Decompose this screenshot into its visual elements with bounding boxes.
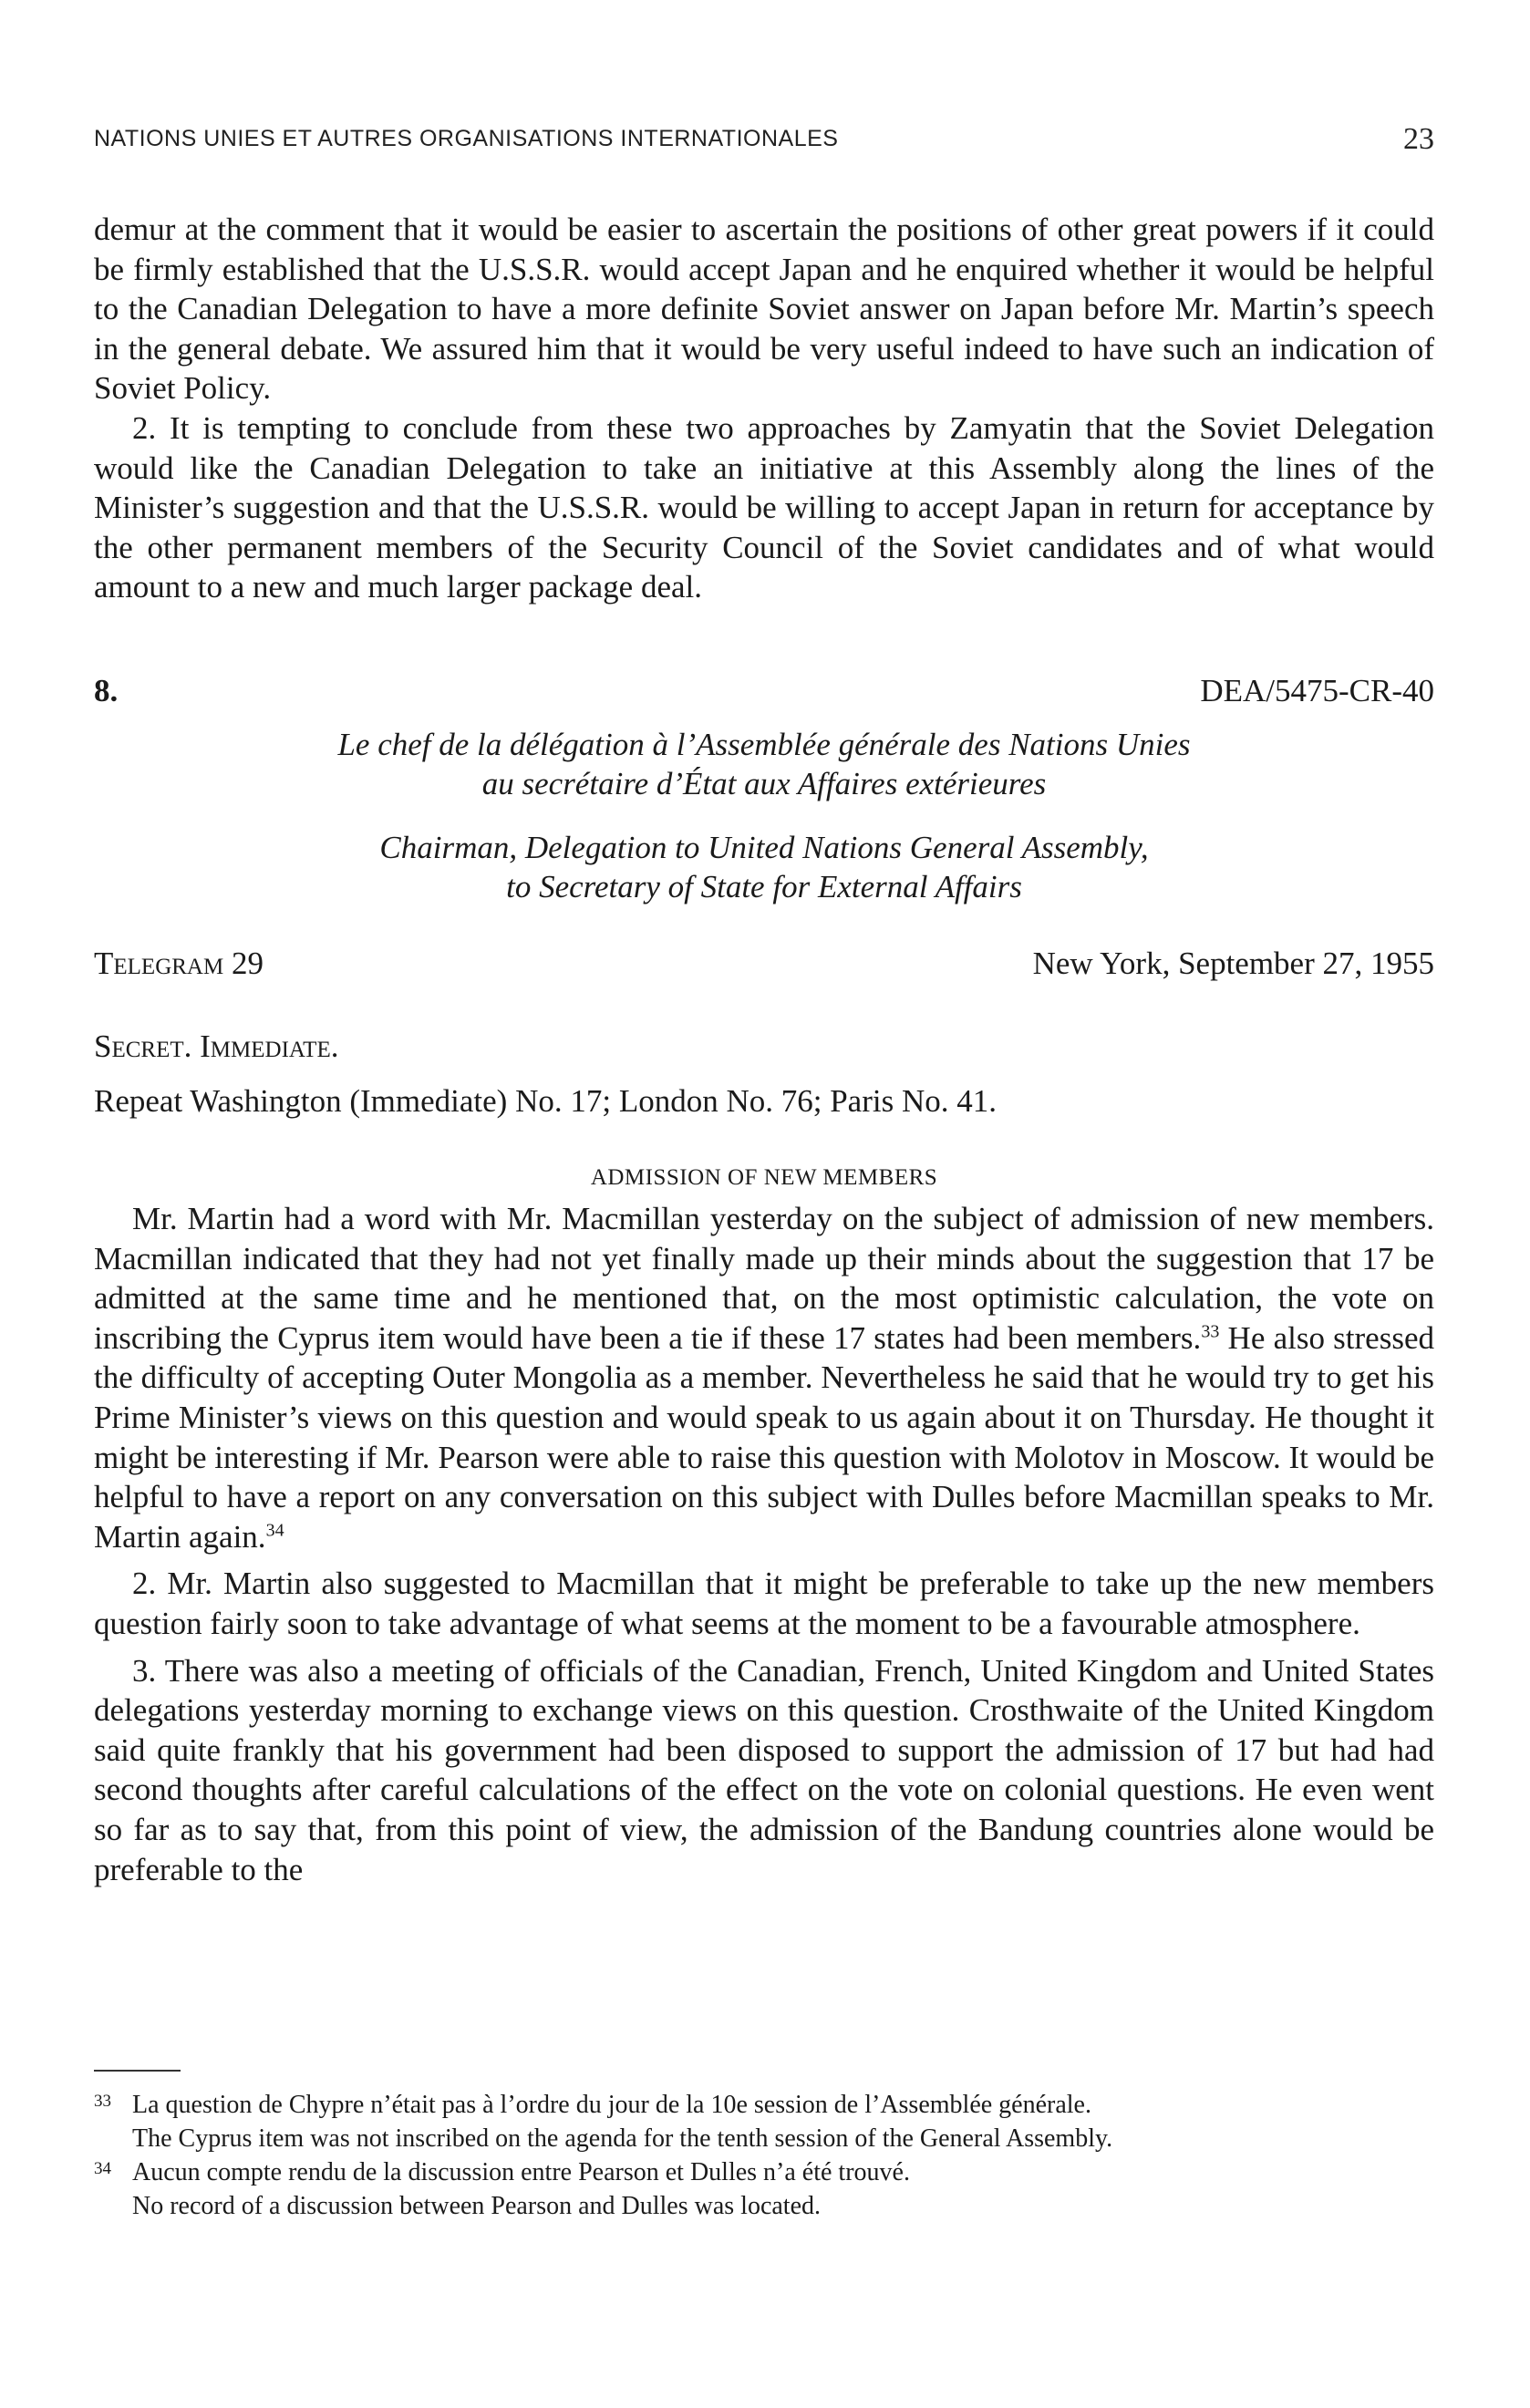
footnote-34-fr (94, 2155, 1434, 2189)
continuation-text (94, 210, 1434, 607)
continuation-paragraph-1: demur at the comment that it would be easier to ascertain the positions of other great powers if it could be firmly established that the U.S.S.R. would accept Japan and he enquired whether it would be helpful to the Canadian Delegation to have a more definite Soviet answer on Japan before Mr. Martin’s speech in the general debate. We assured him that it would be very useful indeed to have such an indication of Soviet Policy. (94, 212, 1434, 407)
body-paragraph-3: 3. There was also a meeting of officials of the Canadian, French, United Kingdom and United States delegations yesterday morning to exchange views on this question. Crosthwaite of the United Kingdom said quite frankly that his government had been disposed to support the admission of 17 but had had second thoughts after careful calculations of the effect on the vote on colonial questions. He even went so far as to say that, from this point of view, the admission of the Bandung countries alone would be preferable to the (94, 1652, 1434, 1887)
telegram-number: Telegram 29 (94, 946, 264, 981)
document-reference: DEA/5475-CR-40 (1200, 673, 1434, 708)
page-number: 23 (1403, 122, 1434, 156)
telegram-body (94, 1199, 1434, 1889)
addressee-french (94, 725, 1434, 803)
classification-row (94, 1028, 1434, 1070)
addressee-english-line-2: to Secretary of State for External Affairs (506, 869, 1022, 904)
addressee-french-line-2: au secrétaire d’État aux Affaires extérieures (481, 766, 1047, 801)
place-date: New York, September 27, 1955 (1032, 946, 1434, 981)
document-header (94, 666, 1434, 720)
footnote-33-mark: 33 (94, 2092, 111, 2111)
running-head-title: NATIONS UNIES ET AUTRES ORGANISATIONS INTERNATIONALES (94, 126, 839, 151)
footnote-ref-34: 34 (265, 1520, 284, 1541)
footnote-34-en: No record of a discussion between Pearson and Dulles was located. (132, 2192, 822, 2220)
classification: Secret. Immediate. (94, 1028, 339, 1064)
section-title: ADMISSION OF NEW MEMBERS (590, 1165, 938, 1190)
footnote-34-fr-text: Aucun compte rendu de la discussion entre Pearson et Dulles n’a été trouvé. (132, 2158, 910, 2186)
document-page (94, 91, 1434, 2352)
footnote-rule (94, 2070, 181, 2072)
footnote-33-fr (94, 2088, 1434, 2122)
footnote-34 (94, 2155, 1434, 2223)
addressee-english-line-1: Chairman, Delegation to United Nations General Assembly, (379, 830, 1149, 865)
footnotes (94, 2088, 1434, 2223)
footnote-34-mark: 34 (94, 2159, 111, 2178)
body-paragraph-1-part-b: He also stressed the difficulty of accepting Outer Mongolia as a member. Nevertheless he said that he would try to get his Prime Minister’s views on this question and would speak to us again about it on Thursday. He thought it might be interesting if Mr. Pearson were able to raise this question with Molotov in Moscow. It would be helpful to have a report on any conversation on this subject with Dulles before Macmillan speaks to Mr. Martin again. (94, 1319, 1434, 1555)
footnote-33-en: The Cyprus item was not inscribed on the agenda for the tenth session of the General Assembly. (132, 2124, 1113, 2153)
repeat-line: Repeat Washington (Immediate) No. 17; London No. 76; Paris No. 41. (94, 1083, 997, 1119)
footnote-33 (94, 2088, 1434, 2155)
repeat-row (94, 1083, 1434, 1124)
document-number: 8. (94, 673, 119, 708)
running-head (94, 122, 1434, 159)
body-paragraph-2: 2. Mr. Martin also suggested to Macmillan that it might be preferable to take up the new members question fairly soon to take advantage of what seems at the moment to be a favourable atmosphere. (94, 1566, 1434, 1641)
addressee-english (94, 828, 1434, 906)
telegram-row (94, 946, 1434, 987)
footnote-ref-33: 33 (1201, 1321, 1220, 1342)
footnote-33-fr-text: La question de Chypre n’était pas à l’ordre du jour de la 10e session de l’Assemblée générale. (132, 2091, 1091, 2119)
addressee-french-line-1: Le chef de la délégation à l’Assemblée générale des Nations Unies (337, 727, 1191, 762)
body-paragraph-1-part-a: Mr. Martin had a word with Mr. Macmillan yesterday on the subject of admission of new members. Macmillan indicated that they had not yet finally made up their minds about the suggestion that 17 be admitted at the same time and he mentioned that, on the most optimistic calculation, the vote on inscribing the Cyprus item would have been a tie if these 17 states had been members. (94, 1201, 1434, 1356)
body-paragraph-1 (94, 1199, 1434, 1556)
continuation-paragraph-2: 2. It is tempting to conclude from these two approaches by Zamyatin that the Soviet Delegation would like the Canadian Delegation to take an initiative at this Assembly along the lines of the Minister’s suggestion and that the U.S.S.R. would be willing to accept Japan in return for acceptance by the other permanent members of the Security Council of the Soviet candidates and of what would amount to a new and much larger package deal. (94, 409, 1434, 605)
